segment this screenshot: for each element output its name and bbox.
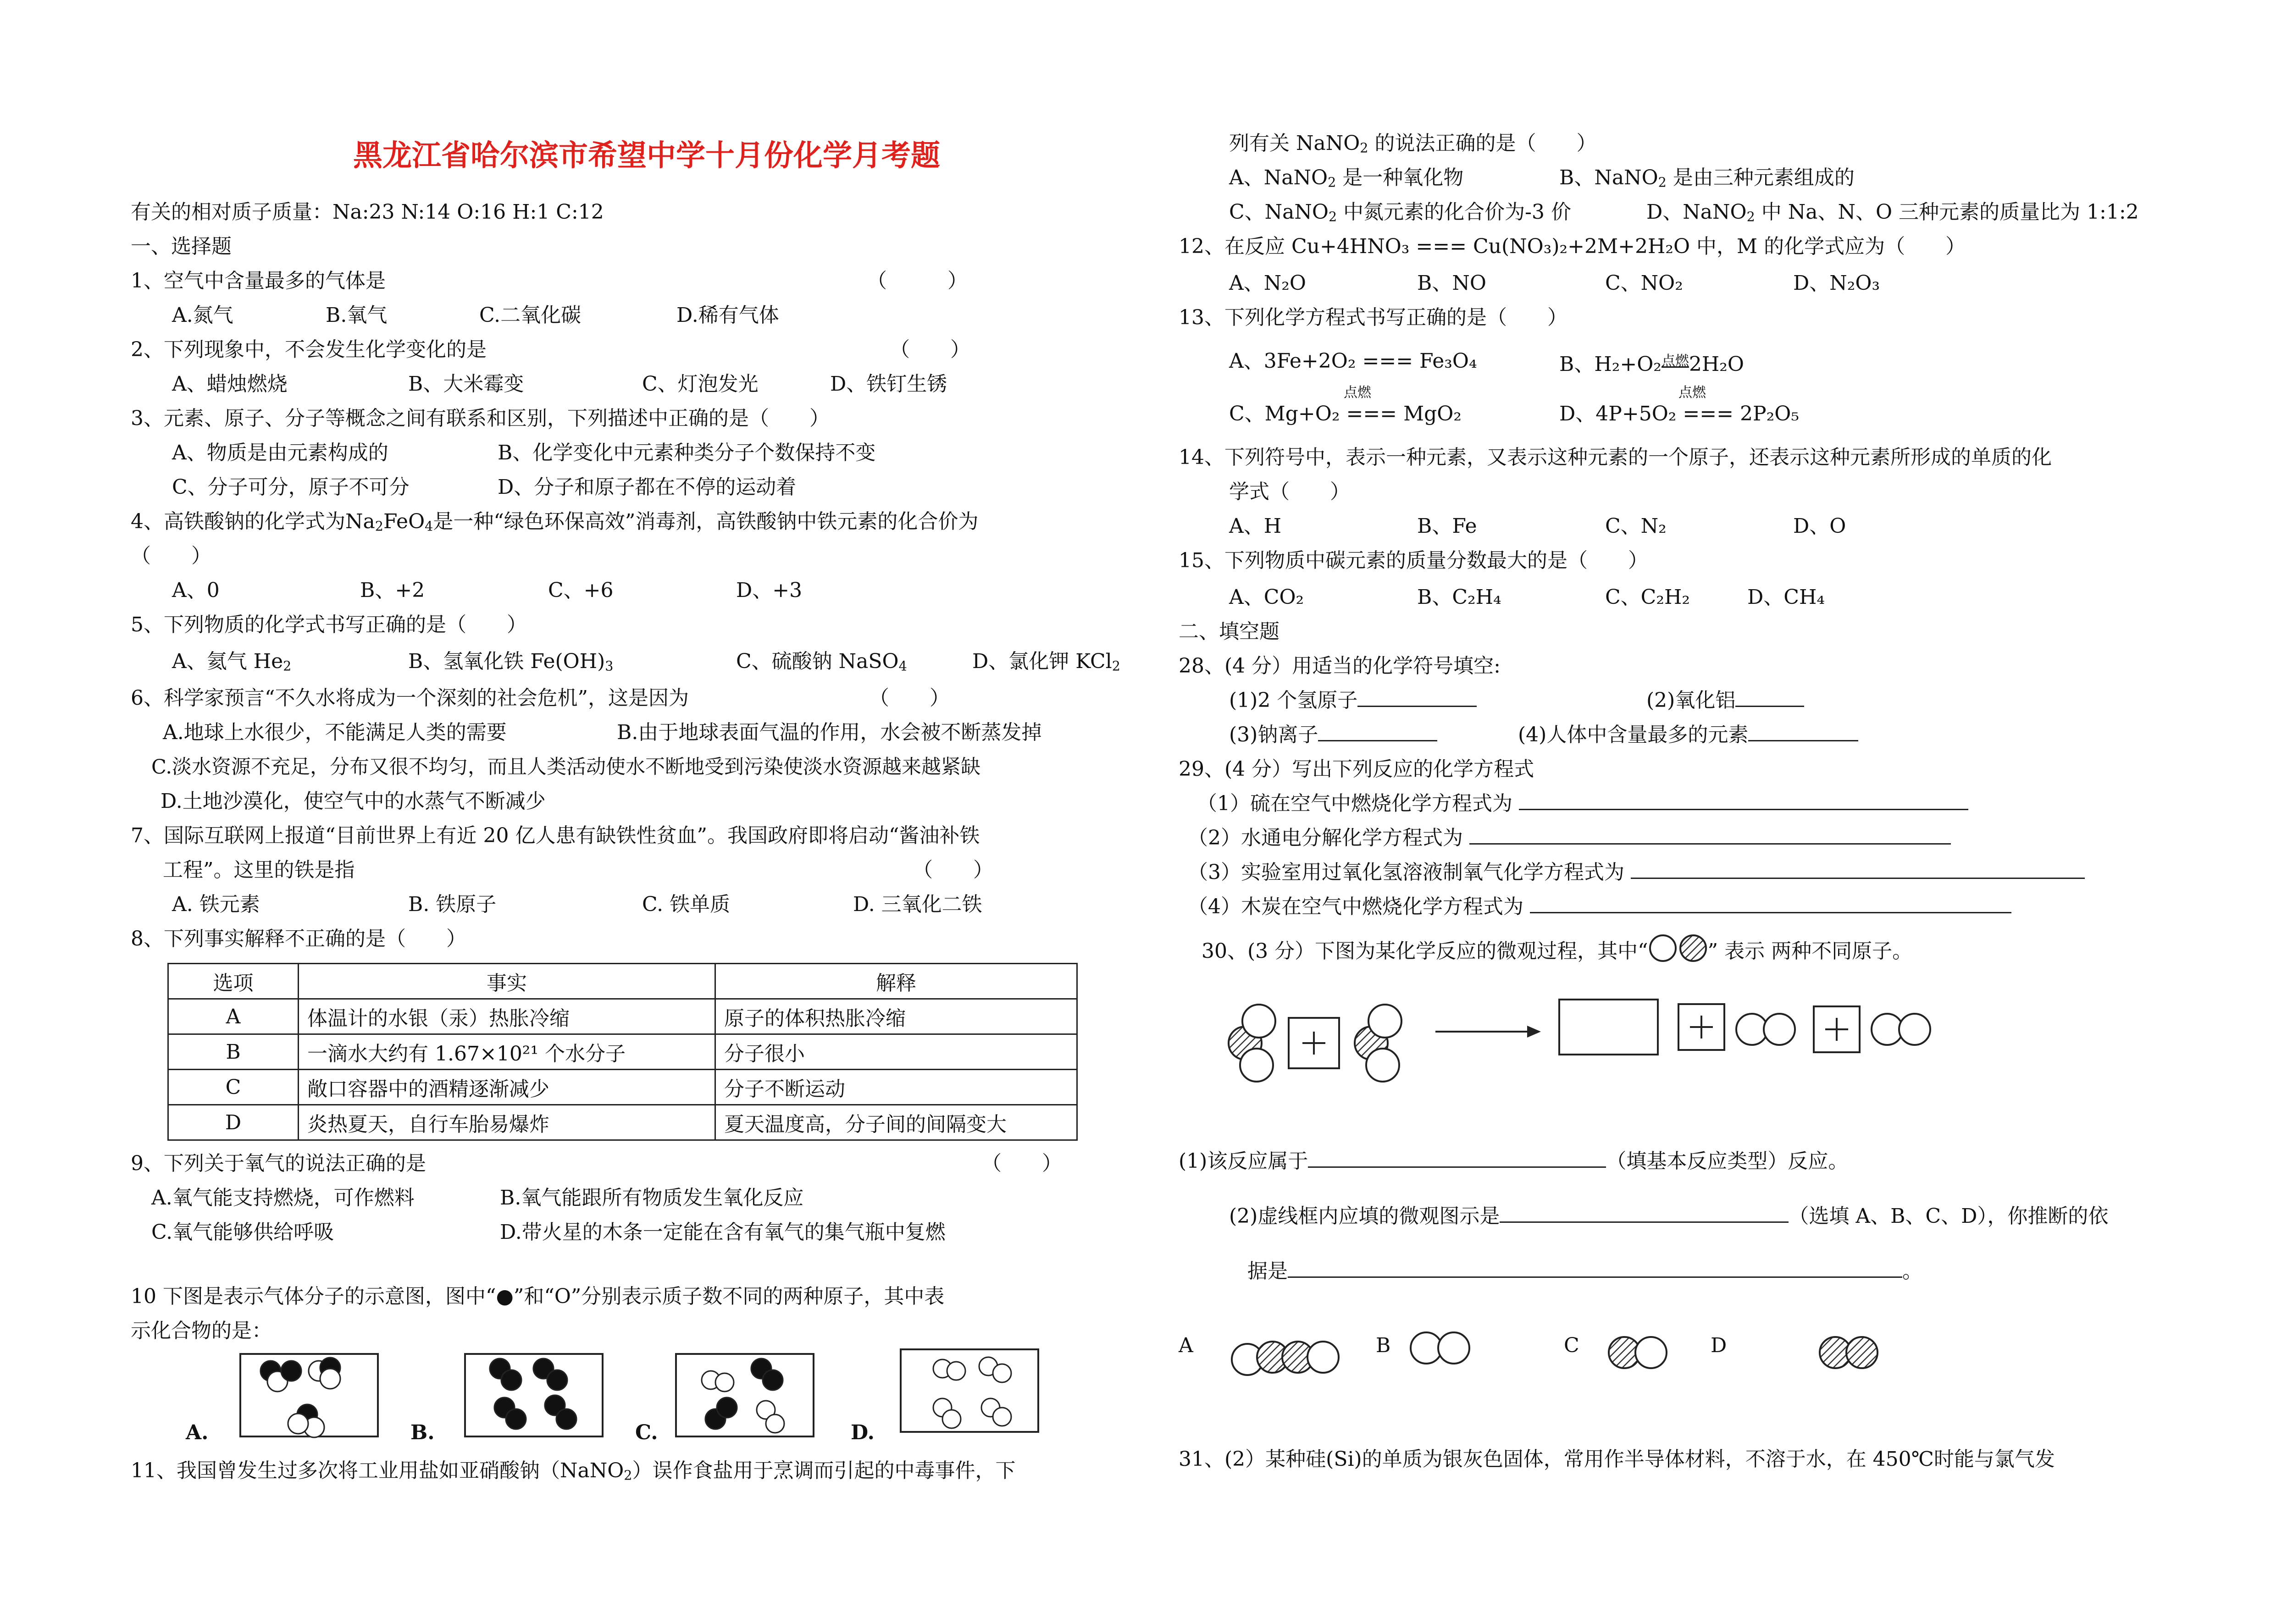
table-row [168,1105,1077,1140]
section-heading-fill: 二、填空题 [1179,620,1279,643]
table-cell: 夏天温度高，分子间的间隔变大 [715,1105,1077,1140]
q10-stem-line2: 示化合物的是： [131,1319,272,1342]
table-cell: 一滴水大约有 1.67×10²¹ 个水分子 [299,1034,715,1070]
q30-option-b-label: B [1376,1334,1391,1357]
q28-part1: (1)2 个氢原子 [1229,687,1477,714]
q11-option-a: A、NaNO$_2$ 是一种氧化物 [1229,166,1464,190]
q13-stem: 13、下列化学方程式书写正确的是（ ） [1179,306,1567,329]
q13-option-c: C、Mg+O₂ === MgO₂ [1229,402,1462,425]
q30-blank1[interactable] [1308,1148,1606,1168]
q3-option-c: C、分子可分，原子不可分 [172,475,410,499]
q29-blank1[interactable] [1519,790,1968,810]
q9-stem: 9、下列关于氧气的说法正确的是 [131,1152,426,1175]
q28-part2: (2)氧化铝 [1646,687,1804,714]
q2-option-a: A、蜡烛燃烧 [172,372,288,396]
table-cell: 敞口容器中的酒精逐渐减少 [299,1070,715,1105]
q11-stem-line1: 11、我国曾发生过多次将工业用盐如亚硝酸钠（NaNO$_2$）误作食盐用于烹调而引起的中毒事件，下 [131,1459,1016,1483]
q7-stem-line1: 7、国际互联网上报道“目前世界上有近 20 亿人患有缺铁性贫血”。我国政府即将启动“酱油补铁 [131,824,980,847]
q4-option-d: D、+3 [736,579,803,602]
q28-blank2[interactable] [1735,687,1804,707]
atomic-masses: 有关的相对质子质量：Na:23 N:14 O:16 H:1 C:12 [131,200,604,224]
q5-stem: 5、下列物质的化学式书写正确的是（ ） [131,613,527,636]
q15-option-d: D、CH₄ [1747,586,1825,609]
table-header-row [168,964,1077,999]
q30-option-a-label: A [1179,1334,1193,1357]
q29-blank2[interactable] [1469,825,1951,845]
q30-part1: (1)该反应属于 （填基本反应类型）反应。 [1179,1148,1848,1175]
q2-option-c: C、灯泡发光 [642,372,759,396]
q3-option-a: A、物质是由元素构成的 [172,441,388,464]
q9-option-a: A.氧气能支持燃烧，可作燃料 [151,1186,415,1210]
table-cell: 分子不断运动 [715,1070,1077,1105]
table-cell: 原子的体积热胀冷缩 [715,999,1077,1034]
q13-option-d-condition: 点燃 [1678,385,1706,401]
q7-stem-line2: 工程”。这里的铁是指 [163,858,355,882]
q5-option-b: B、氢氧化铁 $Fe(OH)_3$ [408,650,614,674]
q6-option-c: C.淡水资源不充足，分布又很不均匀，而且人类活动使水不断地受到污染使淡水资源越来越紧缺 [151,756,981,779]
table-cell: A [168,999,299,1034]
q2-stem: 2、下列现象中，不会发生化学变化的是 [131,338,487,361]
q9-answer-paren[interactable]: （ ） [981,1152,1062,1175]
q30-blank3[interactable] [1288,1258,1902,1278]
table-row [168,1034,1077,1070]
q7-option-c: C. 铁单质 [642,893,731,916]
q4-stem: 4、高铁酸钠的化学式为$Na_2FeO_4$是一种“绿色环保高效”消毒剂，高铁酸钠中铁元素的化合价为 [131,510,979,534]
table-cell: 分子很小 [715,1034,1077,1070]
q30-reaction-diagram [1211,988,1954,1089]
q10-label-b: B. [410,1421,435,1444]
q1-option-b: B.氧气 [326,304,388,327]
section-heading-choice: 一、选择题 [131,235,232,258]
q15-option-a: A、CO₂ [1229,586,1304,609]
q30-stem: 30、(3 分）下图为某化学反应的微观过程，其中“ ” 表示 两种不同原子。 [1202,932,1912,965]
q3-stem: 3、元素、原子、分子等概念之间有联系和区别，下列描述中正确的是（ ） [131,407,830,430]
q4-option-b: B、+2 [360,579,425,602]
q2-option-d: D、铁钉生锈 [830,372,947,396]
q30-option-b-molecule [1408,1327,1477,1369]
table-row [168,1070,1077,1105]
table-cell: B [168,1034,299,1070]
q29-stem: 29、(4 分）写出下列反应的化学方程式 [1179,757,1534,781]
q7-option-b: B. 铁原子 [408,893,497,916]
q13-option-b: B、H₂+O₂$^{点燃}$2H₂O [1559,353,1744,376]
q31-stem-line1: 31、(2）某种硅(Si)的单质为银灰色固体，常用作半导体材料，不溶于水，在 450℃时能与氯气发 [1179,1447,2055,1471]
q30-option-c-label: C [1564,1334,1579,1357]
q9-option-d: D.带火星的木条一定能在含有氧气的集气瓶中复燃 [500,1221,946,1244]
q5-option-d: D、氯化钾 KCl$_2$ [972,650,1120,674]
q1-option-c: C.二氧化碳 [479,304,582,327]
q6-option-a: A.地球上水很少，不能满足人类的需要 [163,721,507,744]
q30-part2-basis: 据是 。 [1247,1258,1922,1285]
q6-option-b: B.由于地球表面气温的作用，水会被不断蒸发掉 [617,721,1042,744]
q29-part2: （2）水通电分解化学方程式为 [1188,824,1951,852]
q30-option-a-molecule [1229,1332,1344,1382]
q1-option-a: A.氮气 [172,304,233,327]
q12-option-b: B、NO [1417,271,1486,295]
q29-blank3[interactable] [1631,859,2085,879]
table-cell: D [168,1105,299,1140]
q10-diagram-c [674,1350,816,1442]
q10-diagram-b [463,1350,605,1442]
q1-answer-paren[interactable]: （ ） [867,269,968,293]
q29-part4: （4）木炭在空气中燃烧化学方程式为 [1188,893,2011,921]
q7-option-d: D. 三氧化二铁 [853,893,982,916]
table-row [168,999,1077,1034]
q14-option-d: D、O [1793,514,1846,538]
q11-option-c: C、NaNO$_2$ 中氮元素的化合价为-3 价 [1229,200,1572,225]
q2-option-b: B、大米霉变 [408,372,524,396]
q30-blank2[interactable] [1500,1203,1789,1223]
q9-option-c: C.氧气能够供给呼吸 [151,1221,334,1244]
q8-facts-table [167,963,1078,1141]
q14-option-c: C、N₂ [1605,514,1667,538]
q14-stem-line2: 学式（ ） [1229,480,1350,503]
q12-option-a: A、N₂O [1229,271,1306,295]
q29-part1: （1）硫在空气中燃烧化学方程式为 [1197,790,1968,818]
q12-stem: 12、在反应 Cu+4HNO₃ === Cu(NO₃)₂+2M+2H₂O 中，M 的化学式应为（ ） [1179,235,1966,258]
q3-option-b: B、化学变化中元素种类分子个数保持不变 [498,441,876,464]
q12-option-d: D、N₂O₃ [1793,271,1880,295]
q4-option-c: C、+6 [548,579,614,602]
q28-part4: (4)人体中含量最多的元素 [1518,721,1858,749]
q28-blank1[interactable] [1357,687,1477,707]
q5-option-c: C、硫酸钠 NaSO$_4$ [736,650,907,674]
q30-option-d-label: D [1711,1334,1727,1357]
q29-blank4[interactable] [1530,894,2011,913]
q29-part3: （3）实验室用过氧化氢溶液制氧气化学方程式为 [1188,859,2085,886]
q14-option-b: B、Fe [1417,514,1477,538]
q9-option-b: B.氧气能跟所有物质发生氧化反应 [500,1186,804,1210]
q28-stem: 28、(4 分）用适当的化学符号填空: [1179,654,1501,678]
q14-stem-line1: 14、下列符号中，表示一种元素，又表示这种元素的一个原子，还表示这种元素所形成的单质的化 [1179,446,2052,469]
q15-option-b: B、C₂H₄ [1417,586,1501,609]
q13-option-c-condition: 点燃 [1344,385,1371,401]
table-header-cell: 解释 [715,964,1077,999]
q6-stem: 6、科学家预言“不久水将成为一个深刻的社会危机”，这是因为 [131,686,689,710]
q1-option-d: D.稀有气体 [676,304,779,327]
q30-part2: (2)虚线框内应填的微观图示是 （选填 A、B、C、D），你推断的依 [1229,1203,2108,1230]
q11-option-b: B、NaNO$_2$ 是由三种元素组成的 [1559,166,1855,190]
q1-stem: 1、空气中含量最多的气体是 [131,269,386,293]
q15-stem: 15、下列物质中碳元素的质量分数最大的是（ ） [1179,549,1648,572]
q10-diagram-a [238,1350,381,1442]
q6-answer-paren[interactable]: （ ） [869,686,950,710]
q2-answer-paren[interactable]: （ ） [890,338,970,361]
q7-option-a: A. 铁元素 [172,893,260,916]
q28-blank4[interactable] [1748,722,1858,741]
q11-stem-line2: 列有关 NaNO$_2$ 的说法正确的是（ ） [1229,132,1597,156]
table-header-cell: 事实 [299,964,715,999]
q30-option-d-molecule [1816,1330,1885,1375]
q30-option-c-molecule [1605,1330,1674,1375]
q10-label-d: D. [851,1421,875,1444]
table-cell: C [168,1070,299,1105]
q8-stem: 8、下列事实解释不正确的是（ ） [131,927,466,950]
table-cell: 炎热夏天，自行车胎易爆炸 [299,1105,715,1140]
q11-option-d: D、NaNO$_2$ 中 Na、N、O 三种元素的质量比为 1:1:2 [1646,200,2139,225]
q10-diagram-d [899,1346,1041,1437]
q6-option-d: D.土地沙漠化，使空气中的水蒸气不断减少 [161,790,546,813]
q10-label-a: A. [186,1421,209,1444]
q4-option-a: A、0 [172,579,220,602]
table-header-cell: 选项 [168,964,299,999]
q28-blank3[interactable] [1318,722,1437,741]
q30-atom-legend-icon [1648,932,1708,964]
q14-option-a: A、H [1229,514,1282,538]
q10-label-c: C. [635,1421,658,1444]
q4-answer-paren[interactable]: （ ） [131,544,211,568]
q28-part3: (3)钠离子 [1229,721,1437,749]
q13-option-a: A、3Fe+2O₂ === Fe₃O₄ [1229,349,1477,373]
q10-stem-line1: 10 下图是表示气体分子的示意图，图中“●”和“O”分别表示质子数不同的两种原子，其中表 [131,1285,945,1308]
q13-option-d: D、4P+5O₂ === 2P₂O₅ [1559,402,1799,425]
q5-option-a: A、氦气 $He_2$ [172,650,292,674]
q7-answer-paren[interactable]: （ ） [913,858,993,882]
table-cell: 体温计的水银（汞）热胀冷缩 [299,999,715,1034]
page-title: 黑龙江省哈尔滨市希望中学十月份化学月考题 [353,138,940,173]
q15-option-c: C、C₂H₂ [1605,586,1690,609]
q3-option-d: D、分子和原子都在不停的运动着 [498,475,797,499]
q12-option-c: C、NO₂ [1605,271,1683,295]
